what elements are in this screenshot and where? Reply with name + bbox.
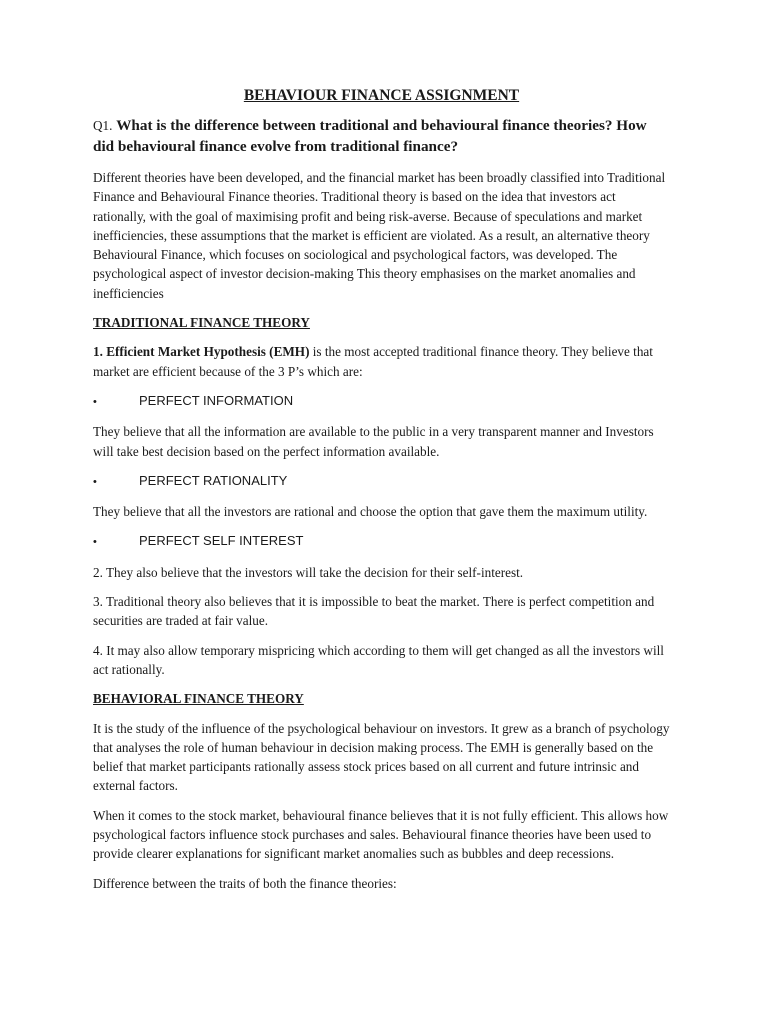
question-text: What is the difference between traditional and behavioural finance theories? How did behavioural finance evolve from traditional finance? [93,117,647,155]
emh-title: 1. Efficient Market Hypothesis (EMH) [93,344,310,360]
bullet-icon: • [93,395,97,408]
point-2-paragraph: 2. They also believe that the investors will take the decision for their self-interest. [93,564,524,580]
traditional-heading: TRADITIONAL FINANCE THEORY [93,315,310,331]
bullet-perfect-self-interest [93,531,670,552]
point-4-paragraph: 4. It may also allow temporary mispricing which according to them will get changed as all the investors will act rationally. [93,642,664,677]
document-title: BEHAVIOUR FINANCE ASSIGNMENT [243,87,520,104]
perfect-rationality-paragraph: They believe that all the investors are rational and choose the option that gave them the maximum utility. [93,504,648,520]
behavioral-paragraph-3: Difference between the traits of both the finance theories: [93,875,397,891]
intro-paragraph: Different theories have been developed, and the financial market has been broadly classified into Traditional Finance and Behavioural Finance theories. Traditional theory is based on the idea that investors act rationally, with the goal of maximising profit and being risk-averse. Because of speculations and market inefficiencies, these assumptions that the market is efficient are violated. As a result, an alternative theory Behavioural Finance, which focuses on sociological and psychological factors, was developed. The psychological aspect of investor decision-making This theory emphasises on the market anomalies and inefficiencies [93,170,666,301]
emh-paragraph [93,342,670,381]
point-3-paragraph: 3. Traditional theory also believes that it is impossible to beat the market. There is perfect competition and securities are traded at fair value. [93,594,655,629]
emh-text: is the most accepted traditional finance theory. They believe that market are efficient because of the 3 P’s which are: [93,344,653,379]
bullet-icon: • [93,475,97,488]
bullet-perfect-rationality [93,471,670,492]
bullet-icon: • [93,536,97,549]
bullet-label: PERFECT RATIONALITY [139,472,288,488]
question-number: Q1. [93,118,113,133]
behavioral-paragraph-2: When it comes to the stock market, behavioural finance believes that it is not fully efficient. This allows how psychological factors influence stock purchases and sales. Behavioural finance theories have been used to provide clearer explanations for significant market anomalies such as bubbles and deep recessions. [93,807,669,862]
behavioral-paragraph-1: It is the study of the influence of the psychological behaviour on investors. It grew as a branch of psychology that analyses the role of human behaviour in decision making process. The EMH is generally based on the belief that market participants rationally assess stock prices based on all current and future intrinsic and external factors. [93,720,670,794]
behavioral-heading: BEHAVIORAL FINANCE THEORY [93,691,304,707]
bullet-label: PERFECT INFORMATION [139,392,294,408]
bullet-label: PERFECT SELF INTEREST [139,533,304,549]
bullet-perfect-information [93,391,670,412]
question [93,116,670,157]
perfect-information-paragraph: They believe that all the information are available to the public in a very transparent manner and Investors will take best decision based on the perfect information available. [93,424,654,459]
